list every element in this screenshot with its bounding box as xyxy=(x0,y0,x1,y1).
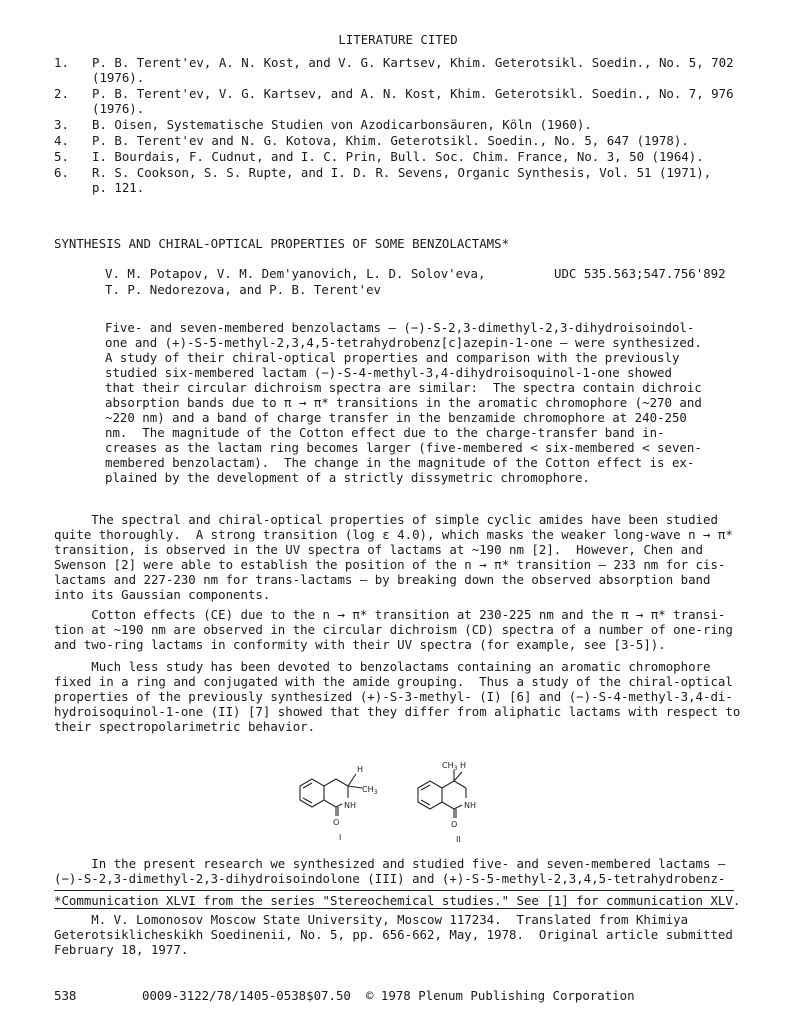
text-line: Geterotsiklicheskikh Soedinenii, No. 5, pp. 656-662, May, 1978. Original article submitted xyxy=(54,927,733,942)
text-line: hydroisoquinol-1-one (II) [7] showed that they differ from aliphatic lactams with respect to xyxy=(54,704,741,719)
copyright: © 1978 Plenum Publishing Corporation xyxy=(366,988,635,1003)
text-line: tion at ~190 nm are observed in the circular dichroism (CD) spectra of a number of one-ring xyxy=(54,622,733,637)
page-number: 538 xyxy=(54,988,77,1003)
text-line: studied six-membered lactam (−)-S-4-methyl-3,4-dihydroisoquinol-1-one showed xyxy=(105,365,672,380)
authors-line-2: T. P. Nedorezova, and P. B. Terent'ev xyxy=(105,282,382,297)
text-line: (−)-S-2,3-dimethyl-2,3-dihydroisoindolone (III) and (+)-S-5-methyl-2,3,4,5-tetrahydrobenz- xyxy=(54,871,726,886)
text-line: nm. The magnitude of the Cotton effect due to the charge-transfer band in- xyxy=(105,425,665,440)
structure-II-o: O xyxy=(451,820,458,829)
structure-II-label: II xyxy=(456,835,461,844)
reference-number: 6. xyxy=(54,165,69,180)
text-line: Much less study has been devoted to benzolactams containing an aromatic chromophore xyxy=(54,659,711,674)
structure-I-label: I xyxy=(339,833,342,842)
affiliation xyxy=(54,912,733,957)
text-line: quite thoroughly. A strong transition (log ε 4.0), which masks the weaker long-wave n → π* xyxy=(54,527,733,542)
text-line: M. V. Lomonosov Moscow State University, Moscow 117234. Translated from Khimiya xyxy=(54,912,689,927)
reference-number: 3. xyxy=(54,117,69,132)
text-line: ~220 nm) and a band of charge transfer in the benzamide chromophore at 240-250 xyxy=(105,410,687,425)
structure-I-h: H xyxy=(357,765,364,774)
text-line: February 18, 1977. xyxy=(54,942,189,957)
text-line: that their circular dichroism spectra are similar: The spectra contain dichroic xyxy=(105,380,702,395)
reference-number: 1. xyxy=(54,55,69,70)
reference-number: 5. xyxy=(54,149,69,164)
text-line: absorption bands due to π → π* transitions in the aromatic chromophore (~270 and xyxy=(105,395,702,410)
text-line: their spectropolarimetric behavior. xyxy=(54,719,316,734)
references-heading: LITERATURE CITED xyxy=(338,32,458,47)
text-line: transition, is observed in the UV spectra of lactams at ~190 nm [2]. However, Chen and xyxy=(54,542,704,557)
text-line: fixed in a ring and conjugated with the amide grouping. Thus a study of the chiral-optical xyxy=(54,674,733,689)
structure-I-o: O xyxy=(333,818,340,827)
text-line: membered benzolactam). The change in the magnitude of the Cotton effect is ex- xyxy=(105,455,695,470)
footnote-rule xyxy=(54,890,734,891)
text-line: and two-ring lactams in conformity with their UV spectra (for example, see [3-5]). xyxy=(54,637,666,652)
paragraph-1 xyxy=(54,512,733,602)
structure-II-ch3h: $CH_3$ H xyxy=(442,761,466,772)
paragraph-2 xyxy=(54,607,733,652)
text-line: lactams and 227-230 nm for trans-lactams — by breaking down the observed absorption band xyxy=(54,572,711,587)
text-line: In the present research we synthesized and studied five- and seven-membered lactams — xyxy=(54,856,726,871)
text-line: creases as the lactam ring becomes larger (five-membered < six-membered < seven- xyxy=(105,440,702,455)
issn-code: 0009-3122/78/1405-0538$07.50 xyxy=(142,988,351,1003)
paragraph-4 xyxy=(54,856,725,886)
paragraph-3 xyxy=(54,659,740,734)
chemical-structures xyxy=(0,758,796,848)
text-line: one and (+)-S-5-methyl-2,3,4,5-tetrahydrobenz[c]azepin-1-one — were synthesized. xyxy=(105,335,702,350)
text-line: plained by the development of a strictly dissymetric chromophore. xyxy=(105,470,590,485)
text-line: Cotton effects (CE) due to the n → π* transition at 230-225 nm and the π → π* transi- xyxy=(54,607,726,622)
structure-II xyxy=(418,770,466,818)
text-line: A study of their chiral-optical properties and comparison with the previously xyxy=(105,350,680,365)
abstract xyxy=(105,320,702,485)
text-line: Swenson [2] were able to establish the position of the n → π* transition — 233 nm for cis- xyxy=(54,557,726,572)
reference-text: B. Oisen, Systematische Studien von Azodicarbonsäuren, Köln (1960). xyxy=(92,117,592,132)
structure-II-nh: NH xyxy=(464,801,476,810)
text-line: The spectral and chiral-optical properties of simple cyclic amides have been studied xyxy=(54,512,718,527)
text-line: into its Gaussian components. xyxy=(54,587,271,602)
reference-text: P. B. Terent'ev, V. G. Kartsev, and A. N. Kost, Khim. Geterotsikl. Soedin., No. 7, 976 (1976). xyxy=(92,86,734,116)
reference-text: R. S. Cookson, S. S. Rupte, and I. D. R. Sevens, Organic Synthesis, Vol. 51 (1971), p. 121. xyxy=(92,165,712,195)
reference-text: P. B. Terent'ev and N. G. Kotova, Khim. Geterotsikl. Soedin., No. 5, 647 (1978). xyxy=(92,133,689,148)
reference-number: 2. xyxy=(54,86,69,101)
reference-number: 4. xyxy=(54,133,69,148)
footnote: *Communication XLVI from the series "Stereochemical studies." See [1] for communication XLV. xyxy=(54,893,741,908)
reference-text: I. Bourdais, F. Cudnut, and I. C. Prin, Bull. Soc. Chim. France, No. 3, 50 (1964). xyxy=(92,149,704,164)
reference-text: P. B. Terent'ev, A. N. Kost, and V. G. Kartsev, Khim. Geterotsikl. Soedin., No. 5, 702 (1976). xyxy=(92,55,734,85)
text-line: Five- and seven-membered benzolactams — (−)-S-2,3-dimethyl-2,3-dihydroisoindol- xyxy=(105,320,695,335)
article-title: SYNTHESIS AND CHIRAL-OPTICAL PROPERTIES OF SOME BENZOLACTAMS* xyxy=(54,236,510,251)
text-line: properties of the previously synthesized (+)-S-3-methyl- (I) [6] and (−)-S-4-methyl-3,4-di- xyxy=(54,689,733,704)
affiliation-rule xyxy=(54,908,734,909)
structure-I-ch3: $CH_3$ xyxy=(362,785,378,796)
udc-code: UDC 535.563;547.756'892 xyxy=(554,266,726,281)
structure-I-nh: NH xyxy=(344,801,356,810)
authors-line-1: V. M. Potapov, V. M. Dem'yanovich, L. D. Solov'eva, xyxy=(105,266,486,281)
